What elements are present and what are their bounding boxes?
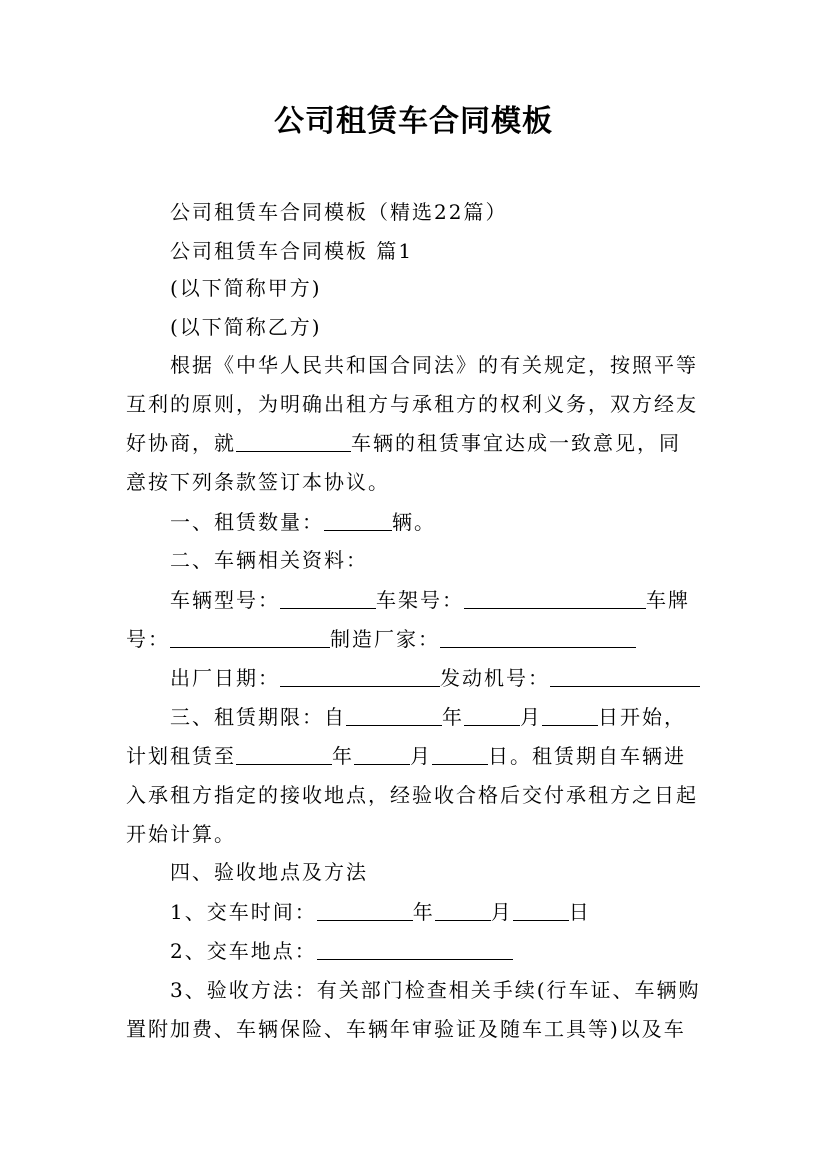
line-text: 年 (442, 705, 464, 729)
fill-blank (317, 919, 413, 921)
line-text: 车辆型号： (170, 588, 280, 612)
line-text: 二、车辆相关资料： (170, 548, 368, 572)
fill-blank (170, 646, 330, 648)
line-text: 互利的原则，为明确出租方与承租方的权利义务，双方经友 (126, 392, 698, 416)
line-text: 车架号： (376, 588, 464, 612)
line-text: 年 (412, 900, 435, 924)
document-title: 公司租赁车合同模板 (274, 104, 553, 139)
paragraph-line (170, 580, 706, 620)
paragraph-line (126, 1009, 706, 1049)
fill-blank (280, 607, 376, 609)
fill-blank (435, 919, 491, 921)
fill-blank (346, 724, 442, 726)
fill-blank (550, 685, 700, 687)
paragraph-line (170, 268, 706, 308)
line-text: 车牌 (646, 588, 690, 612)
paragraph-line (170, 697, 706, 737)
fill-blank (464, 724, 520, 726)
line-text: 年 (332, 744, 354, 768)
paragraph-line (170, 970, 706, 1010)
line-text: 1、交车时间： (170, 900, 317, 924)
line-text: 制造厂家： (330, 627, 440, 651)
line-text: 日开始， (598, 705, 686, 729)
line-text: 入承租方指定的接收地点，经验收合格后交付承租方之日起 (126, 783, 698, 807)
fill-blank (354, 763, 410, 765)
line-text: 月 (410, 744, 432, 768)
paragraph-line (170, 892, 706, 932)
line-text: 根据《中华人民共和国合同法》的有关规定，按照平等 (170, 353, 698, 377)
line-text: 辆。 (392, 510, 436, 534)
paragraph-line (170, 192, 706, 232)
line-text: 3、验收方法：有关部门检查相关手续(行车证、车辆购 (170, 978, 701, 1002)
paragraph-line (170, 658, 706, 698)
line-text: 公司租赁车合同模板（精选22篇） (170, 200, 508, 224)
fill-blank (432, 763, 488, 765)
line-text: 月 (490, 900, 513, 924)
fill-blank (317, 958, 513, 960)
fill-blank (236, 450, 351, 452)
fill-blank (280, 685, 440, 687)
line-text: 开始计算。 (126, 822, 236, 846)
fill-blank (236, 763, 332, 765)
line-text: 一、租赁数量： (170, 510, 324, 534)
line-text: 四、验收地点及方法 (170, 860, 368, 884)
line-text: 公司租赁车合同模板 篇1 (170, 239, 414, 263)
line-text: 三、租赁期限：自 (170, 705, 346, 729)
line-text: 号： (126, 627, 170, 651)
fill-blank (440, 646, 636, 648)
paragraph-line (126, 384, 706, 424)
paragraph-line (170, 931, 706, 971)
paragraph-line (126, 462, 706, 502)
paragraph-line (170, 307, 706, 347)
fill-blank (513, 919, 569, 921)
line-text: 计划租赁至 (126, 744, 236, 768)
line-text: 2、交车地点： (170, 939, 317, 963)
paragraph-line (126, 423, 706, 463)
paragraph-line (170, 852, 706, 892)
line-text: 月 (520, 705, 542, 729)
paragraph-line (126, 736, 706, 776)
paragraph-line (126, 775, 706, 815)
paragraph-line (170, 345, 706, 385)
fill-blank (324, 529, 392, 531)
line-text: 出厂日期： (170, 666, 280, 690)
line-text: (以下简称甲方) (170, 276, 322, 300)
paragraph-line (126, 619, 706, 659)
line-text: 日。租赁期自车辆进 (488, 744, 686, 768)
line-text: 日 (568, 900, 591, 924)
paragraph-line (170, 540, 706, 580)
line-text: (以下简称乙方) (170, 315, 322, 339)
line-text: 发动机号： (440, 666, 550, 690)
paragraph-line (170, 231, 706, 271)
line-text: 置附加费、车辆保险、车辆年审验证及随车工具等)以及车 (126, 1017, 686, 1041)
fill-blank (464, 607, 646, 609)
paragraph-line (170, 502, 706, 542)
paragraph-line (126, 814, 706, 854)
line-text: 车辆的租赁事宜达成一致意见，同 (351, 431, 681, 455)
fill-blank (542, 724, 598, 726)
line-text: 意按下列条款签订本协议。 (126, 470, 390, 494)
line-text: 好协商，就 (126, 431, 236, 455)
